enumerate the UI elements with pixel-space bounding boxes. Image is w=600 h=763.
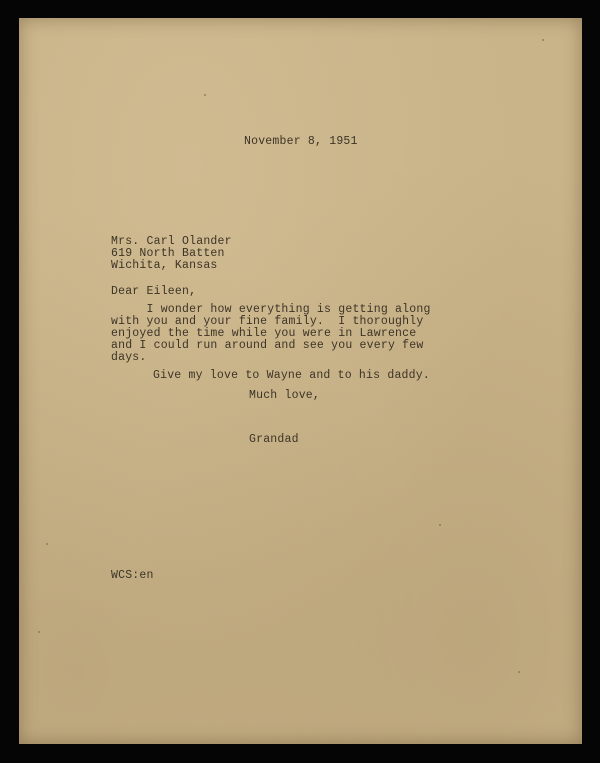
- body-line: days.: [111, 351, 147, 364]
- paper-speck: [46, 543, 48, 545]
- body-line: I wonder how everything is getting along: [111, 303, 431, 316]
- typist-initials: WCS:en: [111, 569, 154, 582]
- body-line: and I could run around and see you every few: [111, 339, 424, 352]
- recipient-name: Mrs. Carl Olander: [111, 235, 232, 248]
- postscript-line: Give my love to Wayne and to his daddy.: [153, 369, 430, 382]
- closing: Much love,: [249, 389, 321, 402]
- paper-speck: [518, 671, 520, 673]
- body-line: with you and your fine family. I thoroughly: [111, 315, 424, 328]
- paper-speck: [542, 39, 544, 41]
- recipient-address: [111, 236, 232, 272]
- signature: Grandad: [249, 433, 299, 446]
- paper-speck: [38, 631, 40, 633]
- recipient-city: Wichita, Kansas: [111, 259, 218, 272]
- paper-speck: [439, 524, 441, 526]
- letter-page: [19, 18, 582, 744]
- letter-body: [111, 304, 431, 364]
- body-line: enjoyed the time while you were in Lawrence: [111, 327, 417, 340]
- letter-date: November 8, 1951: [244, 135, 358, 148]
- salutation: Dear Eileen,: [111, 285, 197, 298]
- paper-speck: [204, 94, 206, 96]
- recipient-street: 619 North Batten: [111, 247, 225, 260]
